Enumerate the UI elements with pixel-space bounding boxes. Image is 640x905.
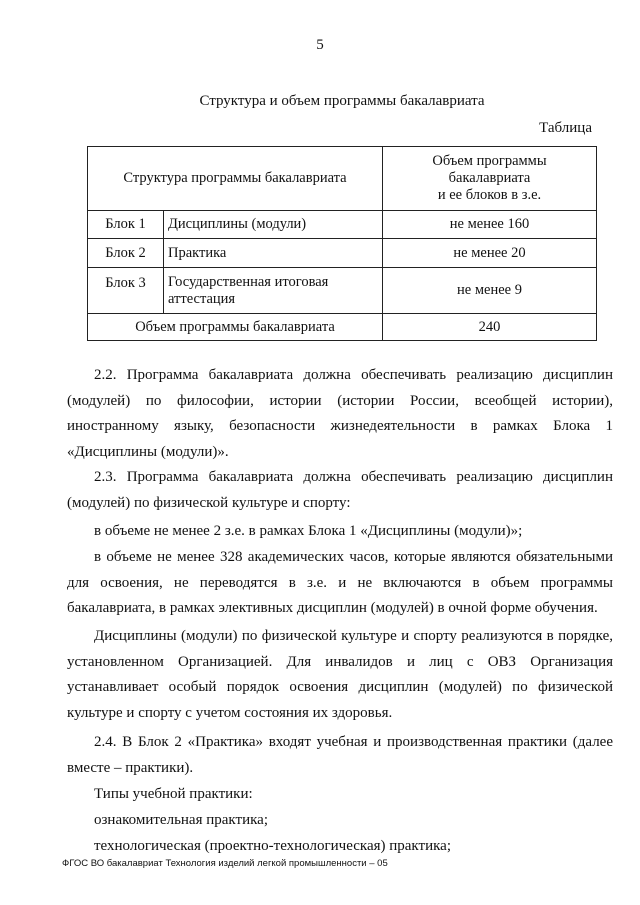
header-volume-line: бакалавриата: [448, 170, 531, 186]
program-structure-table: [87, 146, 597, 341]
total-value-cell: 240: [383, 314, 597, 341]
volume-cell: не менее 20: [383, 239, 597, 268]
paragraph-text: в объеме не менее 2 з.е. в рамках Блока 1 «Дисциплины (модули)»;: [94, 523, 523, 539]
volume-cell: не менее 160: [383, 211, 597, 239]
table-row: [88, 211, 597, 239]
paragraph-2-3: [67, 465, 613, 516]
paragraph-text: 2.3. Программа бакалавриата должна обеспечивать реализацию дисциплин (модулей) по физической культуре и спорту:: [67, 469, 613, 511]
header-volume-line: Объем программы: [432, 153, 547, 169]
paragraph-2-2: [67, 363, 613, 465]
block-name-cell: Дисциплины (модули): [164, 211, 383, 239]
volume-cell: не менее 9: [383, 268, 597, 314]
block-name-cell: [164, 268, 383, 314]
table-row: [88, 268, 597, 314]
paragraph-text: ознакомительная практика;: [94, 812, 268, 828]
block-name-line: Государственная итоговая: [168, 273, 329, 290]
paragraph-2-3-item-2: [67, 545, 613, 622]
paragraph-text: Типы учебной практики:: [94, 786, 253, 802]
table-total-row: [88, 314, 597, 341]
header-volume-cell: [383, 147, 597, 211]
paragraph-2-3-item-1: [67, 519, 613, 545]
paragraph-text: 2.4. В Блок 2 «Практика» входят учебная и производственная практики (далее вместе – практики).: [67, 734, 613, 776]
total-label-cell: Объем программы бакалавриата: [88, 314, 383, 341]
paragraph-text: технологическая (проектно-технологическая) практика;: [94, 838, 451, 854]
table-row: [88, 239, 597, 268]
header-structure-cell: Структура программы бакалавриата: [88, 147, 383, 211]
paragraph-text: 2.2. Программа бакалавриата должна обеспечивать реализацию дисциплин (модулей) по философии, истории (истории России, всеобщей истории), иностранному языку, безопасности жизнедеятельности в рамках Блока 1 «Дисциплины (модули)».: [67, 367, 613, 460]
table-title: Структура и объем программы бакалавриата: [199, 93, 485, 109]
page-number: 5: [316, 37, 324, 53]
block-name-cell: Практика: [164, 239, 383, 268]
header-volume-line: и ее блоков в з.е.: [437, 187, 542, 203]
page-footer: ФГОС ВО бакалавриат Технология изделий легкой промышленности – 05: [62, 858, 388, 869]
paragraph-2-4: [67, 730, 613, 781]
paragraph-text: Дисциплины (модули) по физической культуре и спорту реализуются в порядке, установленном Организацией. Для инвалидов и лиц с ОВЗ Организация устанавливает особый порядок освоения дисциплин (модулей) по физической культуре и спорту с учетом состояния их здоровья.: [67, 628, 613, 721]
table-header-row: [88, 147, 597, 211]
paragraph-2-4-type-2: [67, 834, 613, 860]
paragraph-text: в объеме не менее 328 академических часов, которые являются обязательными для освоения, не переводятся в з.е. и не включаются в объем программы бакалавриата, в рамках элективных дисциплин (модулей) в очной форме обучения.: [67, 549, 613, 616]
block-name-line: аттестация: [168, 290, 236, 307]
paragraph-2-4-type-1: [67, 808, 613, 834]
paragraph-2-4-types: [67, 782, 613, 808]
paragraph-2-3-note: [67, 624, 613, 726]
block-cell: Блок 3: [88, 268, 164, 314]
block-cell: Блок 1: [88, 211, 164, 239]
block-cell: Блок 2: [88, 239, 164, 268]
table-label: Таблица: [539, 120, 592, 136]
